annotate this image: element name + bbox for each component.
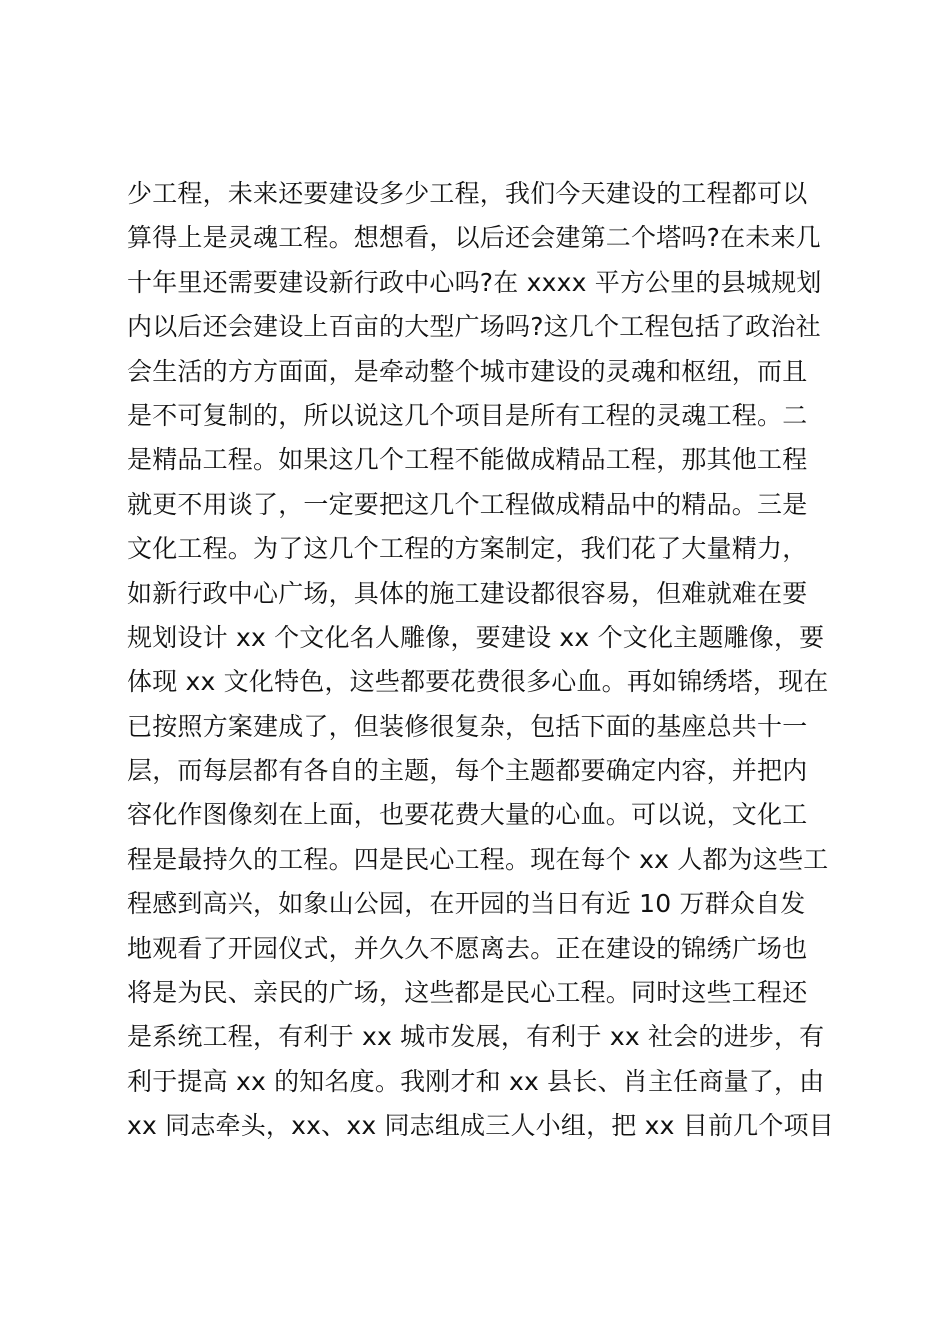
- text-line-15: 容化作图像刻在上面，也要花费大量的心血。可以说，文化工: [127, 800, 808, 830]
- text-line-11: 规划设计 xx 个文化名人雕像，要建设 xx 个文化主题雕像，要: [127, 622, 825, 652]
- text-line-1: 少工程，未来还要建设多少工程，我们今天建设的工程都可以: [127, 179, 808, 208]
- text-line-9: 文化工程。为了这几个工程的方案制定，我们花了大量精力，: [127, 534, 808, 564]
- text-line-19: 将是为民、亲民的广场，这些都是民心工程。同时这些工程还: [127, 978, 808, 1008]
- text-line-8: 就更不用谈了，一定要把这几个工程做成精品中的精品。三是: [127, 489, 808, 519]
- text-line-22: xx 同志牵头，xx、xx 同志组成三人小组，把 xx 目前几个项目: [127, 1111, 834, 1141]
- text-line-4: 内以后还会建设上百亩的大型广场吗?这几个工程包括了政治社: [127, 312, 821, 342]
- text-line-12: 体现 xx 文化特色，这些都要花费很多心血。再如锦绣塔，现在: [127, 667, 829, 697]
- text-line-5: 会生活的方方面面，是牵动整个城市建设的灵魂和枢纽，而且: [127, 356, 808, 386]
- text-line-16: 程是最持久的工程。四是民心工程。现在每个 xx 人都为这些工: [127, 844, 829, 874]
- text-line-10: 如新行政中心广场，具体的施工建设都很容易，但难就难在要: [127, 578, 808, 608]
- text-line-7: 是精品工程。如果这几个工程不能做成精品工程，那其他工程: [127, 445, 808, 475]
- text-line-21: 利于提高 xx 的知名度。我刚才和 xx 县长、肖主任商量了，由: [127, 1066, 825, 1096]
- text-line-3: 十年里还需要建设新行政中心吗?在 xxxx 平方公里的县城规划: [127, 267, 822, 297]
- text-line-20: 是系统工程，有利于 xx 城市发展，有利于 xx 社会的进步，有: [127, 1022, 825, 1052]
- text-line-6: 是不可复制的，所以说这几个项目是所有工程的灵魂工程。二: [127, 400, 808, 430]
- text-line-14: 层，而每层都有各自的主题，每个主题都要确定内容，并把内: [127, 756, 808, 786]
- body-text: [127, 172, 847, 1149]
- text-line-17: 程感到高兴，如象山公园，在开园的当日有近 10 万群众自发: [127, 889, 806, 919]
- text-line-18: 地观看了开园仪式，并久久不愿离去。正在建设的锦绣广场也: [127, 933, 808, 963]
- text-line-2: 算得上是灵魂工程。想想看，以后还会建第二个塔吗?在未来几: [127, 223, 821, 253]
- text-line-13: 已按照方案建成了，但装修很复杂，包括下面的基座总共十一: [127, 711, 808, 741]
